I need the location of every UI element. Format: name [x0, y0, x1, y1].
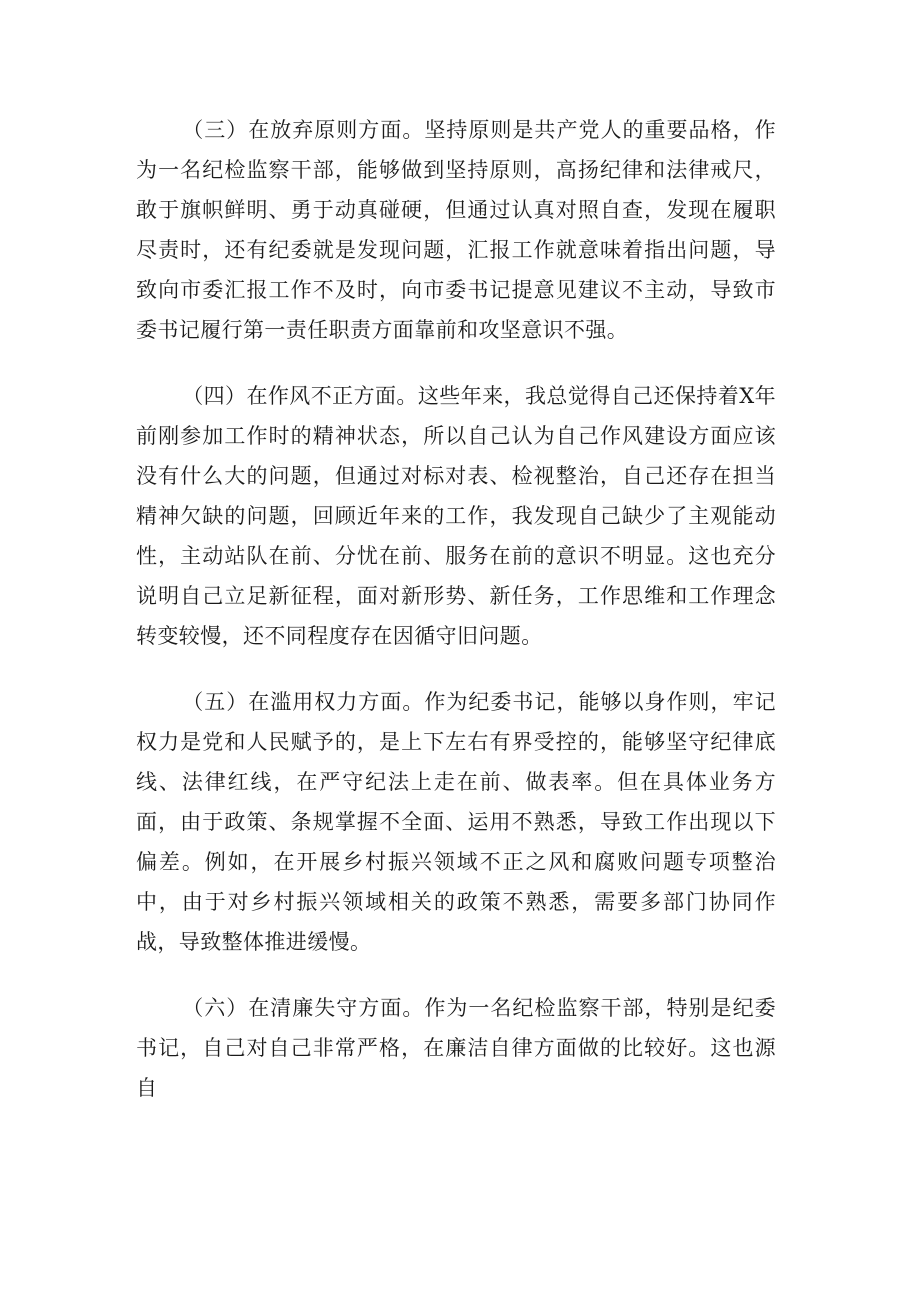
paragraph-section-4: （四）在作风不正方面。这些年来，我总觉得自己还保持着X年前刚参加工作时的精神状态，所以自己认为自己作风建设方面应该没有什么大的问题，但通过对标对表、检视整治，自己还存在担当精神欠缺的问题，回顾近年来的工作，我发现自己缺少了主观能动性，主动站队在前、分忧在前、服务在前的意识不明显。这也充分说明自己立足新征程，面对新形势、新任务，工作思维和工作理念转变较慢，还不同程度存在因循守旧问题。 [136, 384, 776, 648]
paragraph-section-3: （三）在放弃原则方面。坚持原则是共产党人的重要品格，作为一名纪检监察干部，能够做到坚持原则，高扬纪律和法律戒尺，敢于旗帜鲜明、勇于动真碰硬，但通过认真对照自查，发现在履职尽责时，还有纪委就是发现问题，汇报工作就意味着指出问题，导致向市委汇报工作不及时，向市委书记提意见建议不主动，导致市委书记履行第一责任职责方面靠前和攻坚意识不强。 [136, 118, 776, 342]
paragraph-section-5: （五）在滥用权力方面。作为纪委书记，能够以身作则，牢记权力是党和人民赋予的，是上下左右有界受控的，能够坚守纪律底线、法律红线，在严守纪法上走在前、做表率。但在具体业务方面，由于政策、条规掌握不全面、运用不熟悉，导致工作出现以下偏差。例如，在开展乡村振兴领域不正之风和腐败问题专项整治中，由于对乡村振兴领域相关的政策不熟悉，需要多部门协同作战，导致整体推进缓慢。 [136, 690, 776, 954]
document-body [136, 110, 776, 1134]
paragraph-section-6: （六）在清廉失守方面。作为一名纪检监察干部，特别是纪委书记，自己对自己非常严格，在廉洁自律方面做的比较好。这也源自 [136, 996, 776, 1100]
